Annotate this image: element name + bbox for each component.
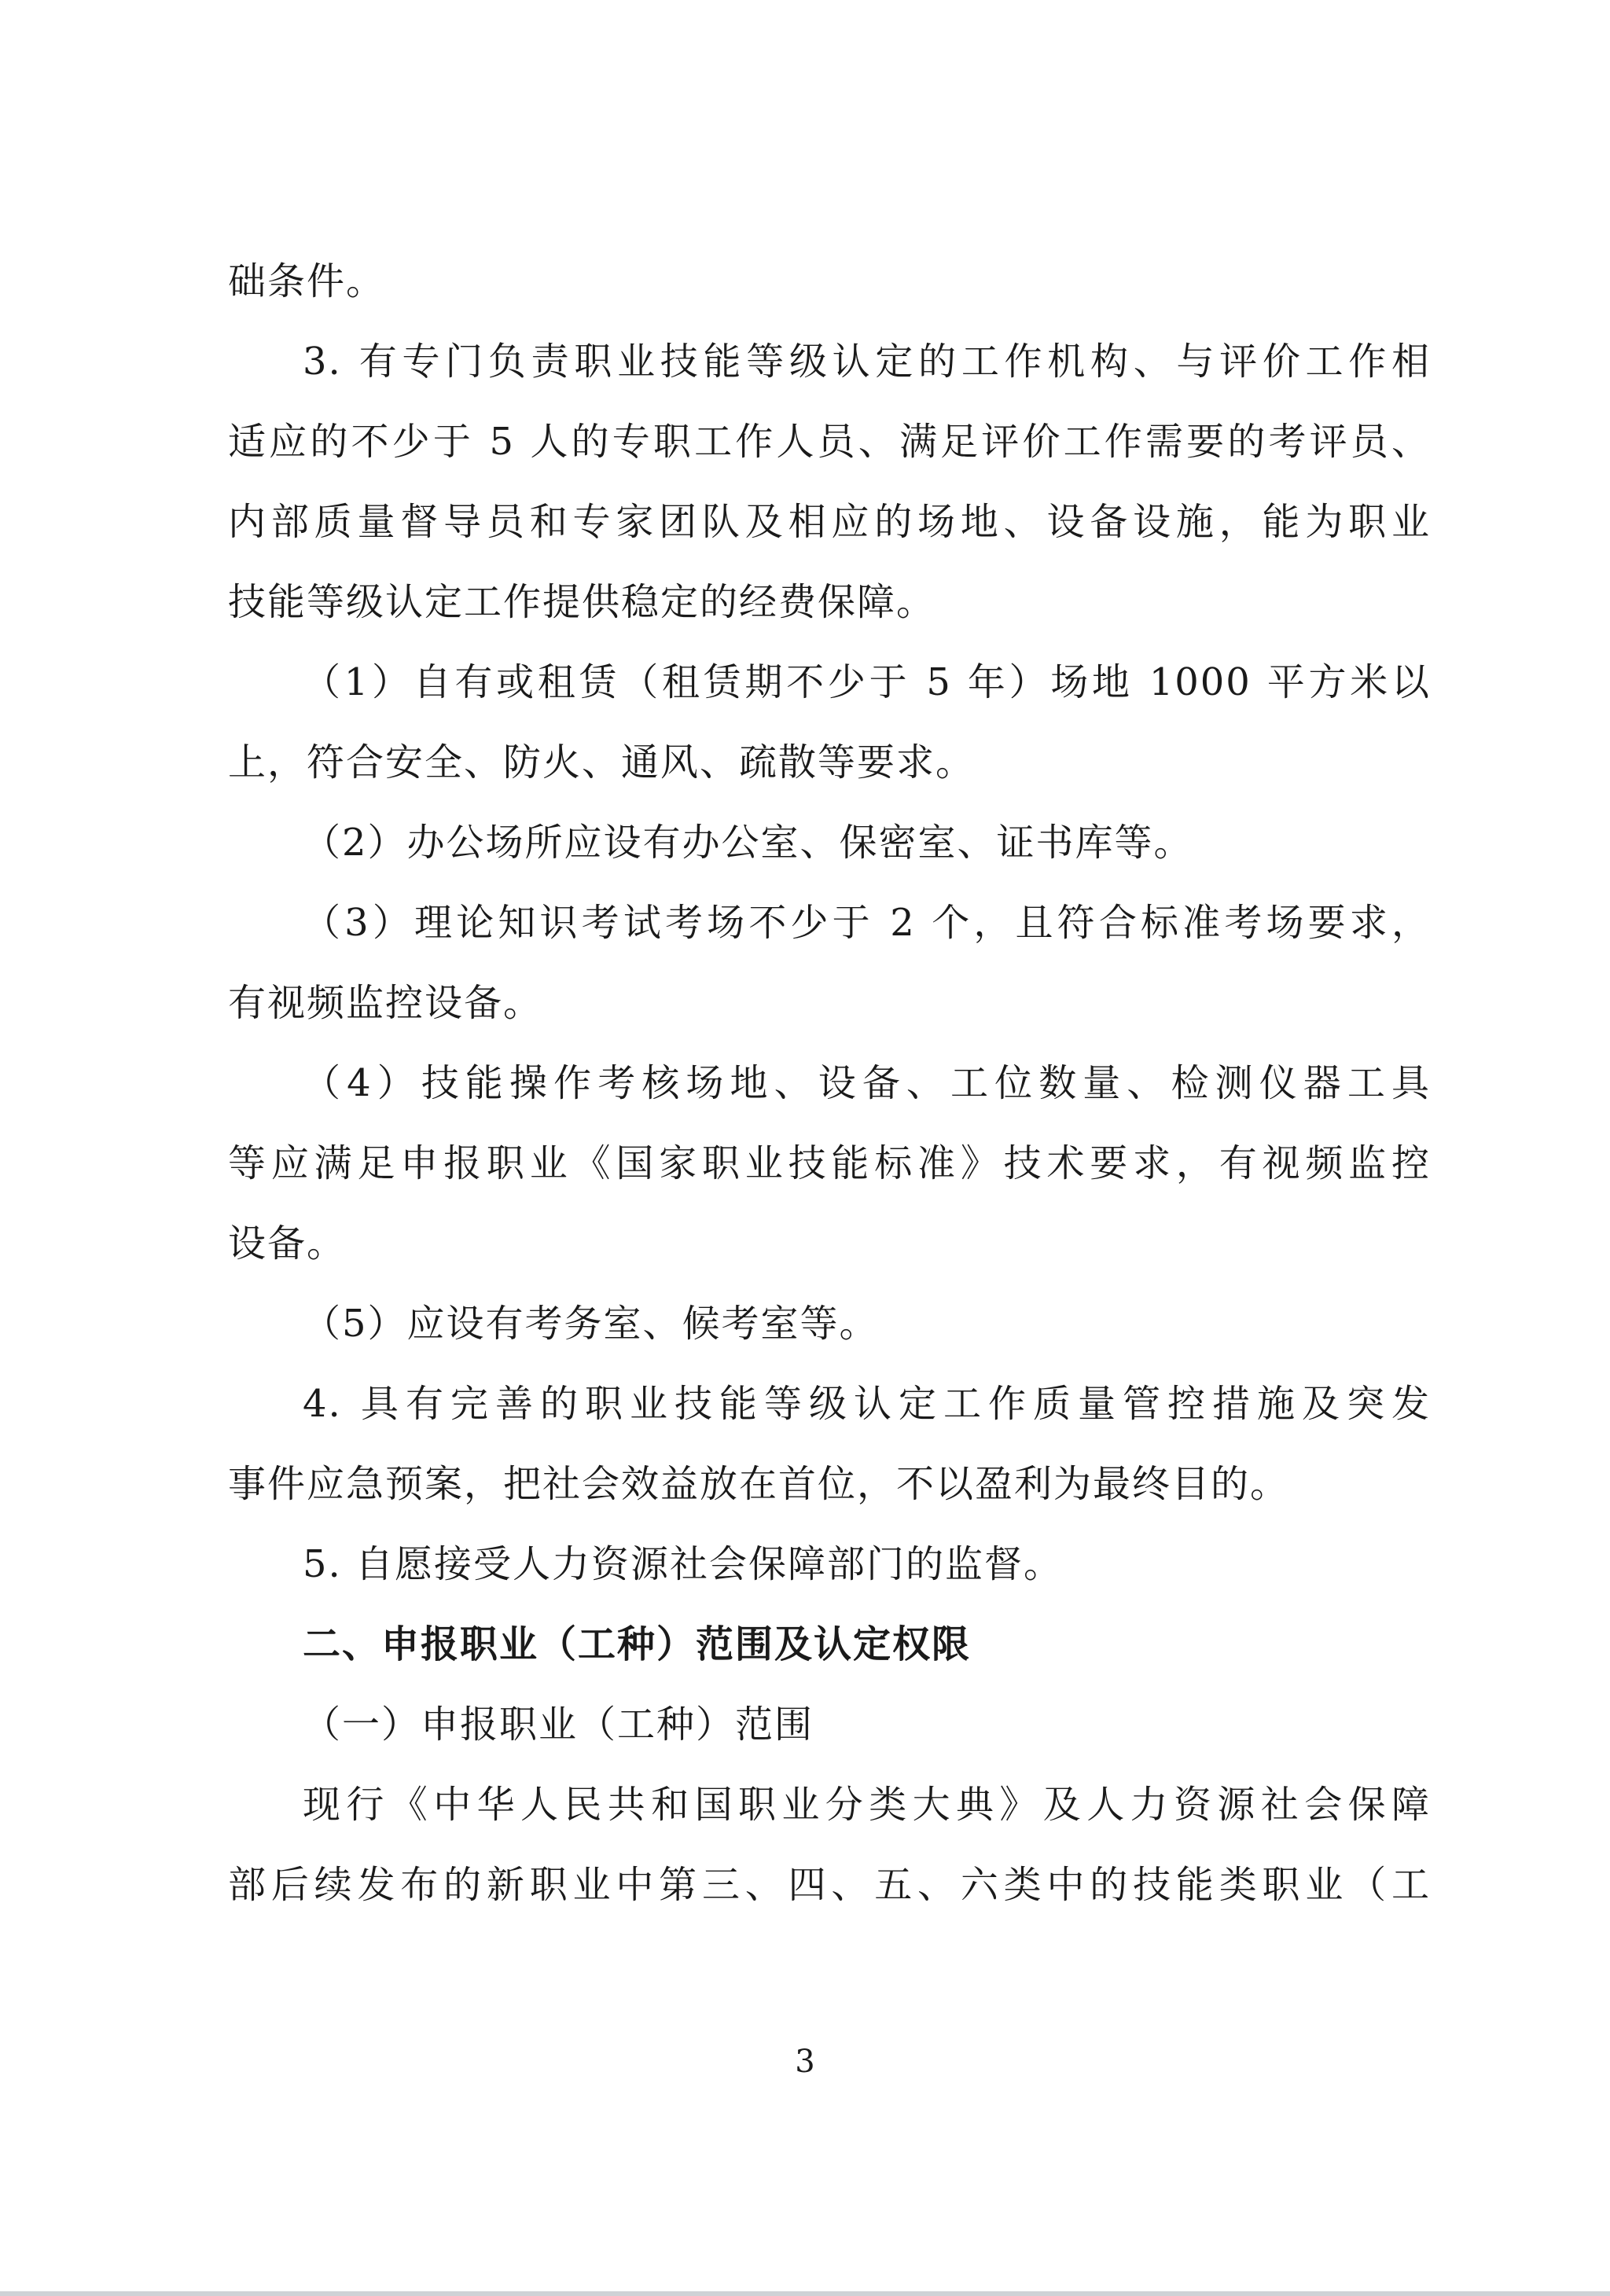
text-line: 上，符合安全、防火、通风、疏散等要求。 <box>228 740 976 784</box>
text-line: （3）理论知识考试考场不少于 2 个，且符合标准考场要求， <box>303 901 1431 945</box>
text-line: 有视频监控设备。 <box>228 981 543 1025</box>
text-line: （5）应设有考务室、候考室等。 <box>303 1302 879 1346</box>
scan-edge-divider <box>0 2291 1610 2296</box>
text-line: 内部质量督导员和专家团队及相应的场地、设备设施，能为职业 <box>228 500 1431 544</box>
subsection-heading: （一）申报职业（工种）范围 <box>303 1703 814 1747</box>
text-line: （2）办公场所应设有办公室、保密室、证书库等。 <box>303 821 1193 865</box>
text-line: 设备。 <box>228 1221 347 1266</box>
text-line: 技能等级认定工作提供稳定的经费保障。 <box>228 580 936 624</box>
text-line: 适应的不少于 5 人的专职工作人员、满足评价工作需要的考评员、 <box>228 420 1431 464</box>
text-line: 事件应急预案，把社会效益放在首位，不以盈利为最终目的。 <box>228 1462 1290 1506</box>
text-line: 现行《中华人民共和国职业分类大典》及人力资源社会保障 <box>303 1783 1431 1827</box>
text-line: （4）技能操作考核场地、设备、工位数量、检测仪器工具 <box>303 1061 1431 1105</box>
section-heading: 二、申报职业（工种）范围及认定权限 <box>303 1622 972 1666</box>
text-line: （1）自有或租赁（租赁期不少于 5 年）场地 1000 平方米以 <box>303 660 1431 704</box>
text-line: 等应满足申报职业《国家职业技能标准》技术要求，有视频监控 <box>228 1141 1431 1185</box>
text-line: 3. 有专门负责职业技能等级认定的工作机构、与评价工作相 <box>303 340 1431 384</box>
text-line: 4. 具有完善的职业技能等级认定工作质量管控措施及突发 <box>303 1382 1431 1426</box>
text-line: 部后续发布的新职业中第三、四、五、六类中的技能类职业（工 <box>228 1863 1431 1907</box>
page-number: 3 <box>795 2044 815 2080</box>
text-line: 5. 自愿接受人力资源社会保障部门的监督。 <box>303 1542 1064 1586</box>
text-line: 础条件。 <box>228 259 386 303</box>
